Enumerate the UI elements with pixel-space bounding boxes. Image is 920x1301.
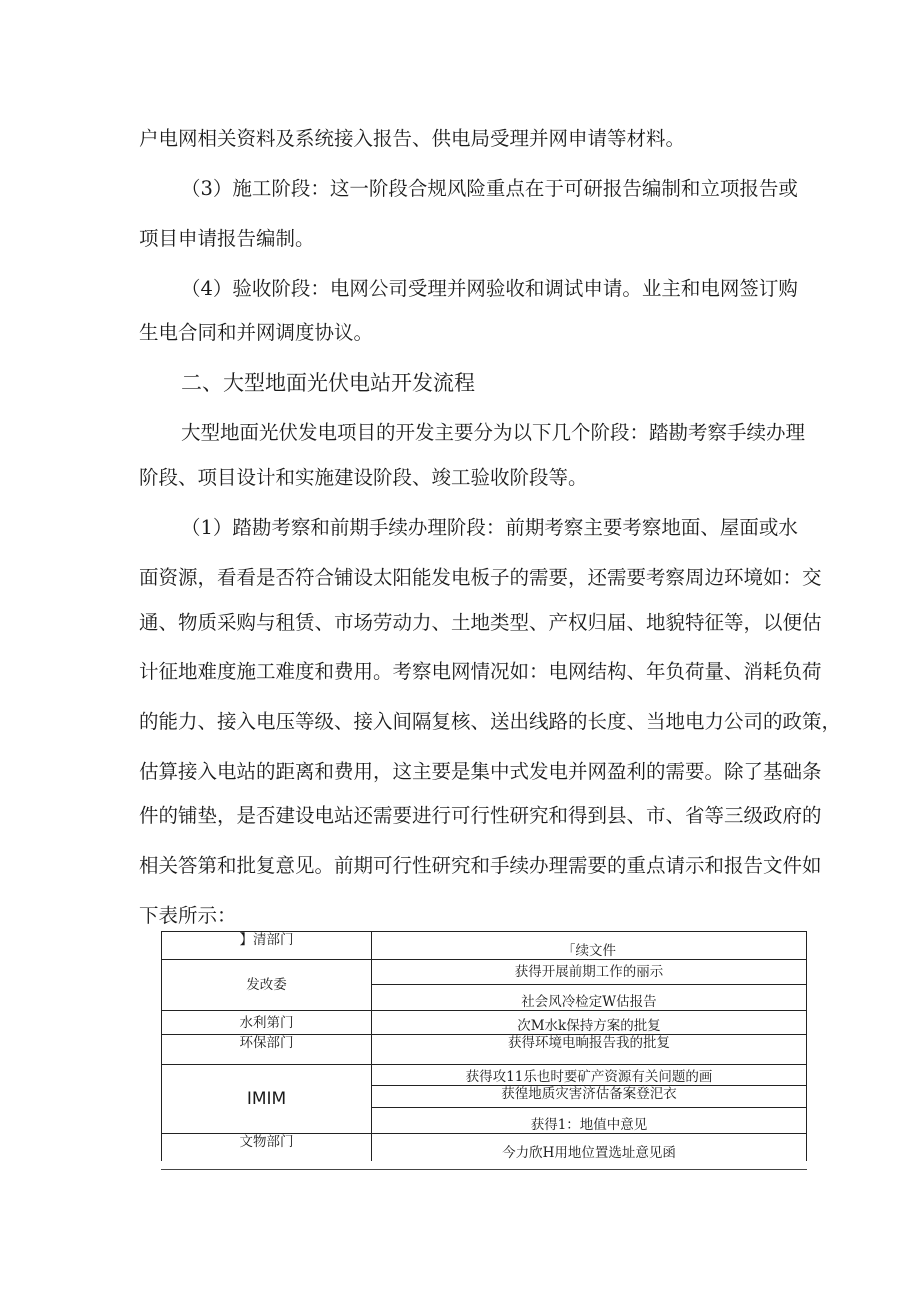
table-row: [162, 1035, 807, 1065]
paragraph-line: 生电合同和并网调度协议。: [139, 321, 374, 344]
paragraph-line: （4）验收阶段：电网公司受理并网验收和调试申请。业主和电网签订购: [181, 277, 798, 300]
dept-cell: IMIM: [162, 1065, 372, 1134]
header-docs: 「续文件: [372, 932, 807, 960]
paragraph-line: 阶段、项目设计和实施建设阶段、竣工验收阶段等。: [139, 466, 588, 489]
dept-cell: 环保部门: [162, 1035, 372, 1065]
doc-cell: 获得1：地值中意见: [372, 1108, 807, 1134]
dept-cell: 文物部门: [162, 1134, 372, 1161]
table-row: [162, 1134, 807, 1161]
table-row: [162, 1065, 807, 1086]
documents-table: [161, 931, 807, 1161]
paragraph-line: 面资源，看看是否符合铺设太阳能发电板子的需要，还需要考察周边环境如：交: [139, 566, 822, 589]
paragraph-line: 件的铺垫，是否建设电站还需要进行可行性研究和得到县、市、省等三级政府的: [139, 804, 822, 827]
table-bottom-rule: [161, 1169, 807, 1170]
paragraph-line: 大型地面光伏发电项目的开发主要分为以下几个阶段：踏勘考察手续办理: [181, 421, 806, 444]
doc-cell: 获得开展前期工作的丽示: [372, 960, 807, 985]
doc-cell: 社会风冷检定W估报告: [372, 985, 807, 1011]
dept-cell: 水利第门: [162, 1011, 372, 1035]
dept-cell: 发改委: [162, 960, 372, 1011]
doc-cell: 获得攻11乐也时要矿产资源有关问题的画: [372, 1065, 807, 1086]
doc-cell: 今力欣H用地位置选址意见函: [372, 1134, 807, 1161]
paragraph-line: 的能力、接入电压等级、接入间隔复核、送出线路的长度、当地电力公司的政策，: [139, 710, 842, 733]
section-heading: 二、大型地面光伏电站开发流程: [181, 371, 475, 395]
table-header-row: [162, 932, 807, 960]
table-row: [162, 1011, 807, 1035]
paragraph-line: 估算接入电站的距离和费用，这主要是集中式发电并网盈利的需要。除了基础条: [139, 760, 822, 783]
table-row: [162, 960, 807, 985]
paragraph-line: 户电网相关资料及系统接入报告、供电局受理并网申请等材料。: [139, 127, 686, 150]
paragraph-line: 项目申请报告编制。: [139, 227, 315, 250]
paragraph-line: 下表所示：: [139, 904, 237, 927]
doc-cell: 获得环境电晌报告我的批复: [372, 1035, 807, 1065]
paragraph-line: （3）施工阶段：这一阶段合规风险重点在于可研报告编制和立项报告或: [181, 177, 798, 200]
header-dept: 】清部门: [162, 932, 372, 960]
doc-cell: 次M水k保持方案的批复: [372, 1011, 807, 1035]
doc-cell: 获徨地质灾害济估备案登汜衣: [372, 1086, 807, 1108]
paragraph-line: 相关答第和批复意见。前期可行性研究和手续办理需要的重点请示和报告文件如: [139, 854, 822, 877]
paragraph-line: 计征地难度施工难度和费用。考察电网情况如：电网结构、年负荷量、消耗负荷: [139, 660, 822, 683]
paragraph-line: （1）踏勘考察和前期手续办理阶段：前期考察主要考察地面、屋面或水: [181, 516, 798, 539]
paragraph-line: 通、物质采购与租赁、市场劳动力、土地类型、产权归届、地貌特征等，以便估: [139, 611, 822, 634]
